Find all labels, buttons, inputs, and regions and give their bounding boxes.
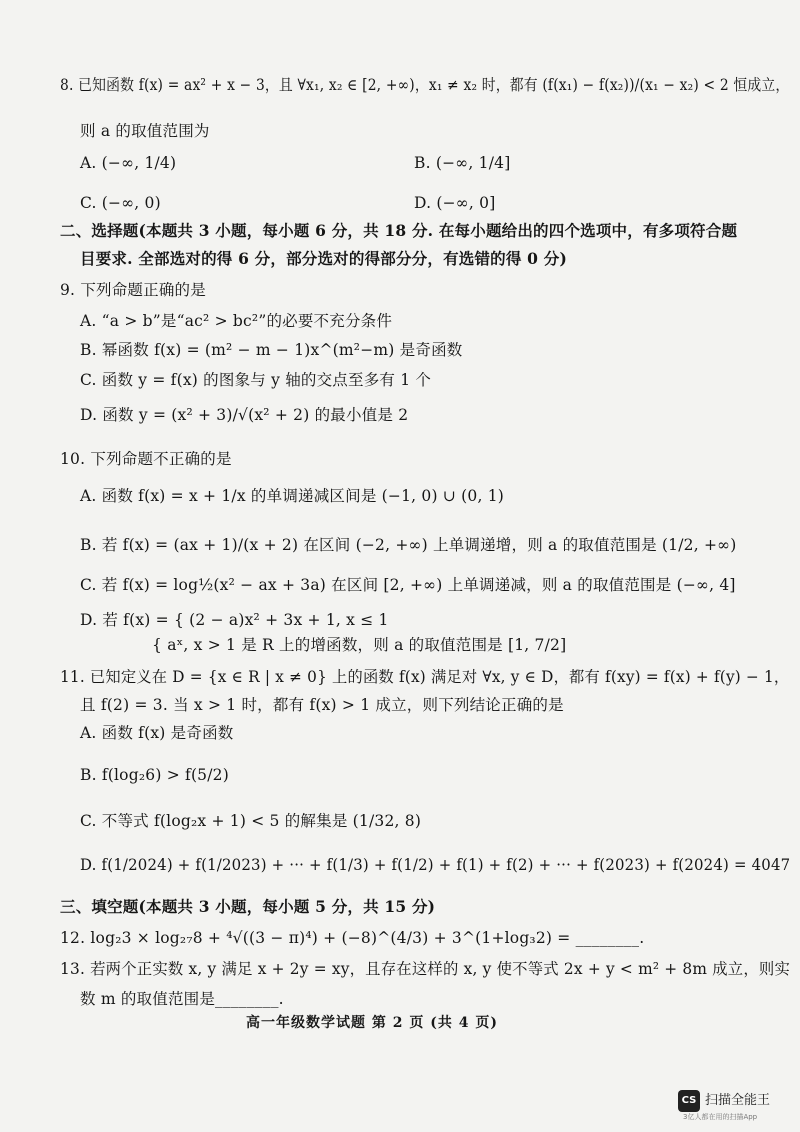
q10-option-b: B. 若 f(x) = (ax + 1)/(x + 2) 在区间 (−2, +∞) 上单调递增，则 a 的取值范围是 (1/2, +∞) — [80, 536, 737, 554]
watermark-subtitle: 3亿人都在用的扫描App — [683, 1113, 758, 1121]
q11-option-a: A. 函数 f(x) 是奇函数 — [80, 724, 234, 742]
q10-option-d-line2: { aˣ, x > 1 是 R 上的增函数，则 a 的取值范围是 [1, 7/2] — [152, 636, 567, 654]
q10-option-c: C. 若 f(x) = log½(x² − ax + 3a) 在区间 [2, +∞) 上单调递减，则 a 的取值范围是 (−∞, 4] — [80, 576, 736, 594]
q11-stem-cont: 且 f(2) = 3. 当 x > 1 时，都有 f(x) > 1 成立，则下列结论正确的是 — [80, 696, 564, 714]
q11-option-b: B. f(log₂6) > f(5/2) — [80, 766, 229, 784]
q9-option-a: A. “a > b”是“ac² > bc²”的必要不充分条件 — [80, 312, 393, 330]
q12-stem: 12. log₂3 × log₂₇8 + ⁴√((3 − π)⁴) + (−8)^(4/3) + 3^(1+log₃2) = ________. — [60, 929, 645, 947]
q10-option-d-line1: D. 若 f(x) = { (2 − a)x² + 3x + 1, x ≤ 1 — [80, 611, 389, 629]
q10-stem: 10. 下列命题不正确的是 — [60, 450, 232, 468]
camscanner-logo: CS — [678, 1090, 700, 1112]
q9-option-c: C. 函数 y = f(x) 的图象与 y 轴的交点至多有 1 个 — [80, 371, 432, 389]
q8-stem-cont: 则 a 的取值范围为 — [80, 122, 210, 140]
section2-heading-cont: 目要求. 全部选对的得 6 分，部分选对的得部分分，有选错的得 0 分) — [80, 249, 567, 268]
q13-stem-cont: 数 m 的取值范围是________. — [80, 990, 284, 1008]
q11-option-c: C. 不等式 f(log₂x + 1) < 5 的解集是 (1/32, 8) — [80, 812, 422, 830]
q11-option-d: D. f(1/2024) + f(1/2023) + ··· + f(1/3) + f(1/2) + f(1) + f(2) + ··· + f(2023) + f(2024) = 4047 — [80, 856, 791, 874]
q8-option-c: C. (−∞, 0) — [80, 194, 161, 212]
section2-heading: 二、选择题(本题共 3 小题，每小题 6 分，共 18 分. 在每小题给出的四个选项中，有多项符合题 — [60, 221, 738, 240]
q8-option-b: B. (−∞, 1/4] — [414, 154, 511, 172]
q9-option-d: D. 函数 y = (x² + 3)/√(x² + 2) 的最小值是 2 — [80, 406, 409, 424]
q11-stem: 11. 已知定义在 D = {x ∈ R | x ≠ 0} 上的函数 f(x) 满足对 ∀x, y ∈ D，都有 f(xy) = f(x) + f(y) − 1， — [60, 668, 790, 686]
watermark-name: 扫描全能王 — [705, 1093, 771, 1108]
scanner-watermark — [678, 1088, 788, 1124]
q8-option-a: A. (−∞, 1/4) — [80, 154, 177, 172]
q8-stem: 8. 已知函数 f(x) = ax² + x − 3，且 ∀x₁, x₂ ∈ [2, +∞)，x₁ ≠ x₂ 时，都有 (f(x₁) − f(x₂))/(x₁ − x₂) < 2 恒成立， — [60, 76, 790, 94]
q10-option-a: A. 函数 f(x) = x + 1/x 的单调递减区间是 (−1, 0) ∪ (0, 1) — [80, 487, 505, 505]
q8-option-d: D. (−∞, 0] — [414, 194, 496, 212]
q9-option-b: B. 幂函数 f(x) = (m² − m − 1)x^(m²−m) 是奇函数 — [80, 341, 463, 359]
page-footer: 高一年级数学试题 第 2 页 (共 4 页) — [246, 1015, 498, 1031]
q13-stem: 13. 若两个正实数 x, y 满足 x + 2y = xy，且存在这样的 x, y 使不等式 2x + y < m² + 8m 成立，则实 — [60, 960, 791, 978]
q9-stem: 9. 下列命题正确的是 — [60, 281, 206, 299]
section3-heading: 三、填空题(本题共 3 小题，每小题 5 分，共 15 分) — [60, 897, 436, 916]
